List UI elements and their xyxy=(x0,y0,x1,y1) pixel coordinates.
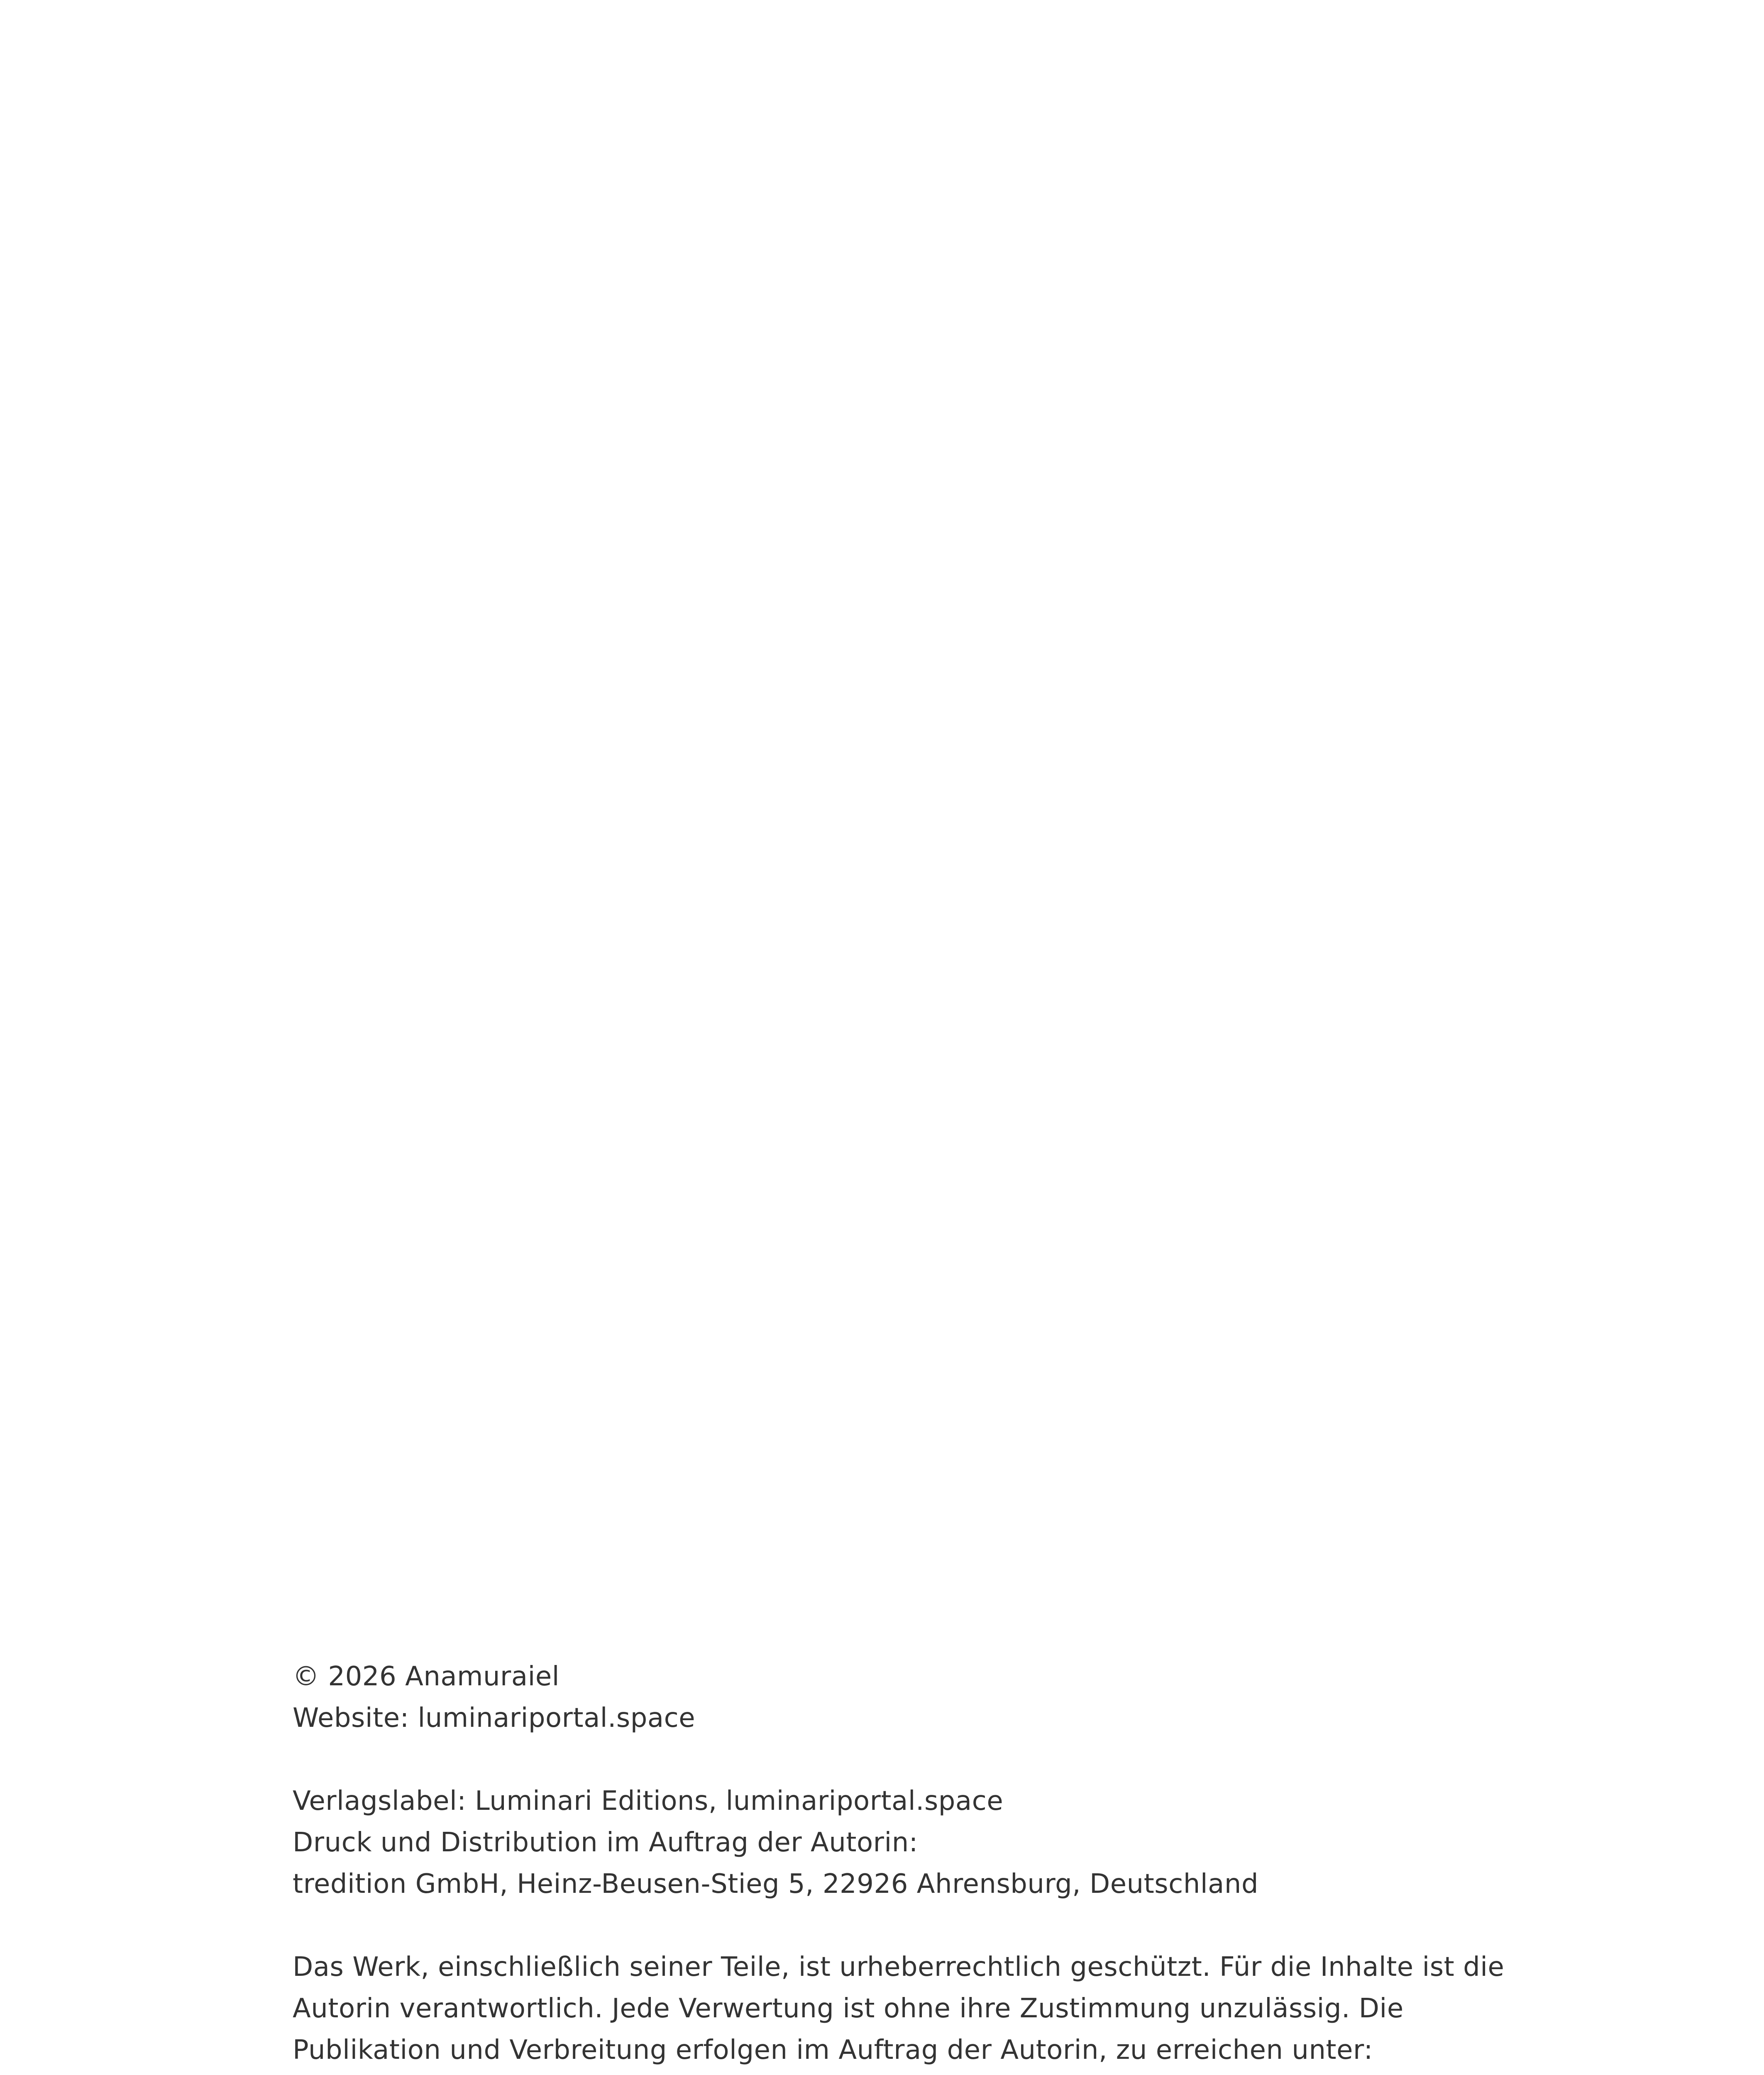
legal-line: Publikation und Verbreitung erfolgen im Auftrag der Autorin, zu erreichen unter: xyxy=(293,2035,1373,2065)
distribution-intro: Druck und Distribution im Auftrag der Autorin: xyxy=(293,1827,918,1858)
distributor-address: tredition GmbH, Heinz-Beusen-Stieg 5, 22926 Ahrensburg, Deutschland xyxy=(293,1869,1259,1899)
legal-line: Autorin verantwortlich. Jede Verwertung ist ohne ihre Zustimmung unzulässig. Die xyxy=(293,1993,1404,2024)
paragraph-gap xyxy=(293,1739,1579,1780)
website-line: Website: luminariportal.space xyxy=(293,1703,696,1733)
publisher-label: Verlagslabel: Luminari Editions, luminariportal.space xyxy=(293,1786,1004,1816)
paragraph-gap xyxy=(293,1905,1579,1946)
author-address xyxy=(293,2071,1579,2075)
imprint-block xyxy=(293,1656,1579,2075)
copyright-notice: © 2026 Anamuraiel xyxy=(293,1661,559,1692)
legal-line: Das Werk, einschließlich seiner Teile, ist urheberrechtlich geschützt. Für die Inhalte ist die xyxy=(293,1952,1505,1982)
